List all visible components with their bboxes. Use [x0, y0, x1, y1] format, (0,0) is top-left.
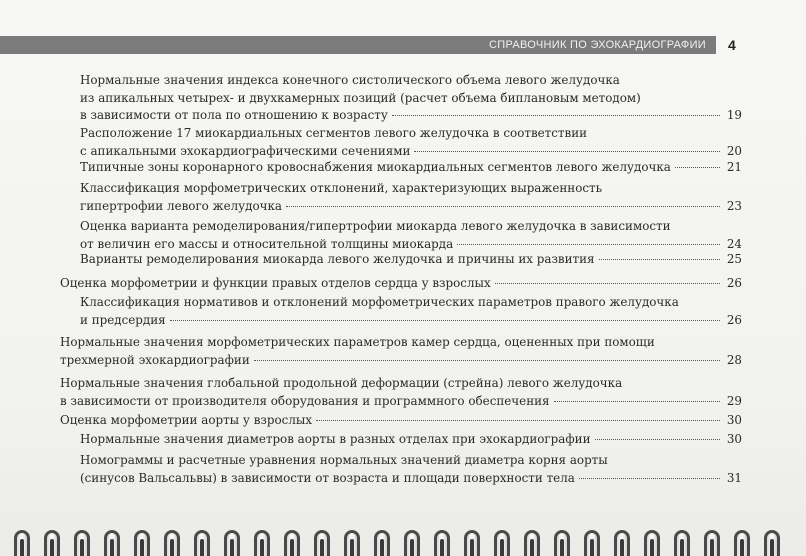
toc-page-number: 25: [726, 252, 742, 266]
toc-page-number: 30: [726, 432, 742, 446]
toc-page-number: 21: [726, 160, 742, 174]
toc-page-number: 26: [726, 276, 742, 290]
dot-leader: [392, 115, 720, 116]
page-number: 4: [728, 37, 736, 53]
binding-coil: [374, 530, 390, 556]
toc-entry-line: Классификация нормативов и отклонений морфометрических параметров правого желудочка: [80, 295, 679, 309]
running-header-title: СПРАВОЧНИК ПО ЭХОКАРДИОГРАФИИ: [489, 39, 706, 51]
dot-leader: [414, 151, 720, 152]
toc-entry-line: в зависимости от пола по отношению к возрасту: [80, 108, 388, 122]
toc-section-entry[interactable]: [60, 275, 742, 293]
toc-entry-line: Нормальные значения глобальной продольной деформации (стрейна) левого желудочка: [60, 376, 623, 390]
toc-entry-line: от величин его массы и относительной толщины миокарда: [80, 236, 454, 251]
toc-entry-line: Оценка морфометрии аорты у взрослых: [60, 413, 313, 427]
toc-entry-line: Нормальные значения диаметров аорты в разных отделах при эхокардиографии: [80, 432, 591, 446]
toc-entry-line: с апикальными эхокардиографическими сечениями: [80, 143, 411, 158]
binding-coil: [614, 530, 630, 556]
toc-page-number: 28: [726, 352, 742, 367]
binding-coil: [584, 530, 600, 556]
toc-page-number: 24: [726, 236, 742, 251]
toc-entry[interactable]: [80, 251, 742, 269]
toc-entry-line: и предсердия: [80, 312, 166, 327]
toc-entry-line: Оценка варианта ремоделирования/гипертрофии миокарда левого желудочка в зависимости: [80, 219, 671, 233]
running-header-bar: [0, 36, 716, 54]
binding-coil: [764, 530, 780, 556]
binding-coil: [734, 530, 750, 556]
binding-coil: [254, 530, 270, 556]
toc-entry-line: Варианты ремоделирования миокарда левого желудочка и причины их развития: [80, 252, 595, 266]
toc-entry[interactable]: [80, 180, 742, 215]
dot-leader: [599, 259, 720, 260]
toc-page-number: 31: [726, 470, 742, 485]
dot-leader: [675, 167, 720, 168]
toc-entry-line: из апикальных четырех- и двухкамерных позиций (расчет объема биплановым методом): [80, 90, 641, 105]
toc-entry[interactable]: [80, 294, 742, 329]
binding-coil: [104, 530, 120, 556]
binding-coil: [164, 530, 180, 556]
toc-entry-line: Нормальные значения индекса конечного систолического объема левого желудочка: [80, 73, 620, 87]
toc-page-number: 30: [726, 413, 742, 427]
binding-coil: [704, 530, 720, 556]
binding-coil: [314, 530, 330, 556]
toc-entry[interactable]: [80, 218, 742, 253]
toc-page-number: 23: [726, 198, 742, 213]
dot-leader: [286, 206, 720, 207]
toc-page-number: 26: [726, 312, 742, 327]
binding-coil: [404, 530, 420, 556]
toc-page-number: 19: [726, 108, 742, 122]
binding-coil: [14, 530, 30, 556]
binding-coil: [344, 530, 360, 556]
binding-coil: [524, 530, 540, 556]
binding-coil: [494, 530, 510, 556]
toc-entry-line: Нормальные значения морфометрических параметров камер сердца, оцененных при помощи: [60, 335, 655, 349]
binding-coil: [434, 530, 450, 556]
binding-coil: [74, 530, 90, 556]
toc-entry[interactable]: [80, 452, 742, 487]
binding-coil: [224, 530, 240, 556]
toc-entry-line: гипертрофии левого желудочка: [80, 198, 283, 213]
binding-coil: [554, 530, 570, 556]
binding-coil: [644, 530, 660, 556]
toc-entry-line: в зависимости от производителя оборудования и программного обеспечения: [60, 393, 550, 408]
dot-leader: [595, 439, 720, 440]
toc-section-entry[interactable]: [60, 375, 742, 410]
toc-entry-line: Классификация морфометрических отклонений, характеризующих выраженность: [80, 181, 603, 195]
dot-leader: [170, 320, 720, 321]
dot-leader: [495, 283, 720, 284]
binding-coil: [464, 530, 480, 556]
toc-page-number: 20: [726, 143, 742, 158]
dot-leader: [554, 401, 720, 402]
toc-entry[interactable]: [80, 431, 742, 449]
binding-coil: [44, 530, 60, 556]
dot-leader: [316, 420, 720, 421]
toc-entry-line: Типичные зоны коронарного кровоснабжения миокардиальных сегментов левого желудочка: [80, 160, 671, 174]
dot-leader: [579, 478, 720, 479]
toc-entry-line: трехмерной эхокардиографии: [60, 352, 250, 367]
toc-entry[interactable]: [80, 72, 742, 125]
toc-entry-line: Расположение 17 миокардиальных сегментов левого желудочка в соответствии: [80, 126, 588, 140]
toc-section-entry[interactable]: [60, 334, 742, 369]
toc-entry-line: (синусов Вальсальвы) в зависимости от возраста и площади поверхности тела: [80, 470, 575, 485]
toc-entry[interactable]: [80, 125, 742, 160]
binding-coil: [284, 530, 300, 556]
binding-coil: [194, 530, 210, 556]
dot-leader: [254, 360, 720, 361]
dot-leader: [457, 244, 720, 245]
toc-entry-line: Оценка морфометрии и функции правых отделов сердца у взрослых: [60, 276, 491, 290]
toc-entry-line: Номограммы и расчетные уравнения нормальных значений диаметра корня аорты: [80, 453, 608, 467]
binding-coil: [134, 530, 150, 556]
spiral-binding: [0, 524, 806, 556]
toc-page-number: 29: [726, 393, 742, 408]
binding-coil: [674, 530, 690, 556]
toc-entry[interactable]: [80, 159, 742, 177]
toc-section-entry[interactable]: [60, 412, 742, 430]
